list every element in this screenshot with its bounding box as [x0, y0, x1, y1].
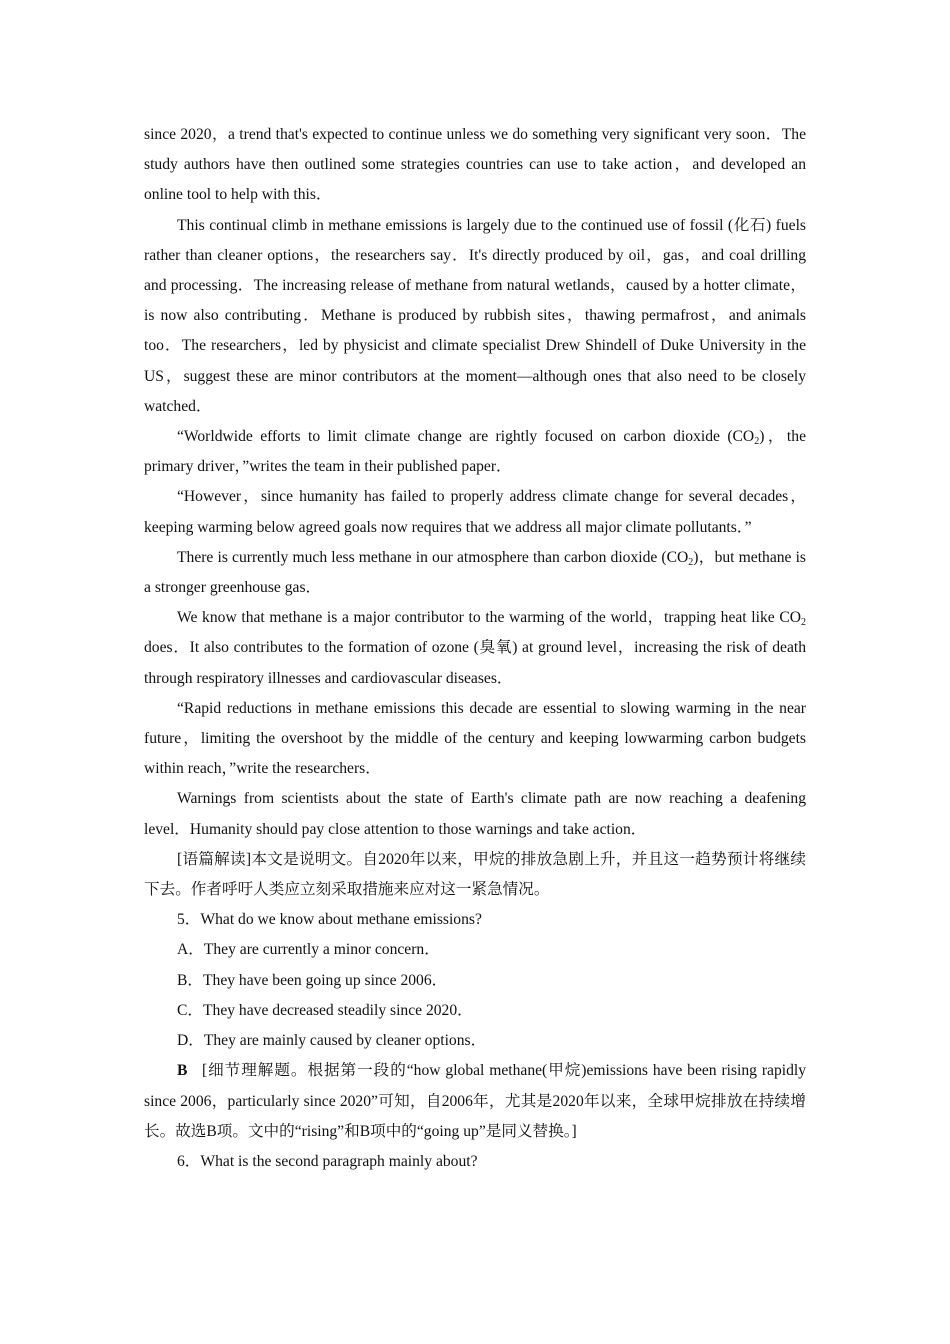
- paragraph-6-text-b: does．It also contributes to the formation of ozone (臭氧) at ground level，increasing the risk of death through respiratory illnesses and cardiovascular diseases．: [144, 639, 806, 687]
- paragraph-3: [144, 422, 806, 482]
- analysis-label: [语篇解读]: [177, 850, 252, 868]
- question-5-stem: 5．What do we know about methane emissions?: [177, 911, 482, 929]
- paragraph-3-text-a: “Worldwide efforts to limit climate change are rightly focused on carbon dioxide (CO: [177, 428, 755, 446]
- paragraph-5: [144, 543, 806, 603]
- option-a: A．They are currently a minor concern．: [177, 941, 440, 959]
- answer-explanation: [细节理解题。根据第一段的“how global methane(甲烷)emissions have been rising rapidly since 2006，particularly since 2020”可知，自2006年，尤其是2020年以来，全球甲烷排放在持续增长。故选B项。文中的“rising”和B项中的“going up”是同义替换。]: [144, 1062, 806, 1140]
- question-5-answer: [144, 1056, 806, 1147]
- paragraph-7: “Rapid reductions in methane emissions this decade are essential to slowing warming in the near future，limiting the overshoot by the middle of the century and keeping lowwarming carbon budgets within reach，”write the researchers．: [144, 699, 806, 778]
- option-d: D．They are mainly caused by cleaner options．: [177, 1032, 487, 1050]
- paragraph-5-text-a: There is currently much less methane in our atmosphere than carbon dioxide (CO: [177, 548, 689, 566]
- paragraph-2: This continual climb in methane emissions is largely due to the continued use of fossil (化石) fuels rather than cleaner options，the researchers say．It's directly produced by oil，gas，and coal drilling and processing．The increasing release of methane from natural wetlands，caused by a hotter climate，is now also contributing．Methane is produced by rubbish sites，thawing permafrost，and animals too．The researchers，led by physicist and climate specialist Drew Shindell of Duke University in the US，suggest these are minor contributors at the moment—although ones that also need to be closely watched．: [144, 216, 806, 415]
- paragraph-1: since 2020，a trend that's expected to continue unless we do something very significant very soon．The study authors have then outlined some strategies countries can use to take action，and developed an online tool to help with this．: [144, 126, 806, 204]
- co2-subscript: 2: [688, 556, 694, 568]
- discourse-analysis: [144, 845, 806, 905]
- paragraph-4: “However，since humanity has failed to properly address climate change for several decades，keeping warming below agreed goals now requires that we address all major climate pollutants．”: [144, 488, 806, 536]
- document-page: [144, 120, 806, 1177]
- question-6-stem: 6．What is the second paragraph mainly about?: [177, 1152, 478, 1170]
- paragraph-6-text-a: We know that methane is a major contributor to the warming of the world，trapping heat like CO: [177, 609, 801, 627]
- option-c: C．They have decreased steadily since 2020．: [177, 1001, 473, 1019]
- analysis-text: 本文是说明文。自2020年以来，甲烷的排放急剧上升，并且这一趋势预计将继续下去。作者呼吁人类应立刻采取措施来应对这一紧急情况。: [144, 850, 806, 899]
- paragraph-3-text-b: )，the primary driver，”writes the team in their published paper．: [144, 428, 806, 476]
- co2-subscript: 2: [754, 436, 760, 448]
- answer-letter: B: [177, 1062, 188, 1080]
- paragraph-8: Warnings from scientists about the state of Earth's climate path are now reaching a deafening level．Humanity should pay close attention to those warnings and take action．: [144, 790, 806, 838]
- option-b: B．They have been going up since 2006．: [177, 971, 448, 989]
- co2-subscript: 2: [801, 617, 806, 629]
- paragraph-5-text-b: )，but methane is a stronger greenhouse gas．: [144, 548, 806, 597]
- paragraph-6: [144, 603, 806, 694]
